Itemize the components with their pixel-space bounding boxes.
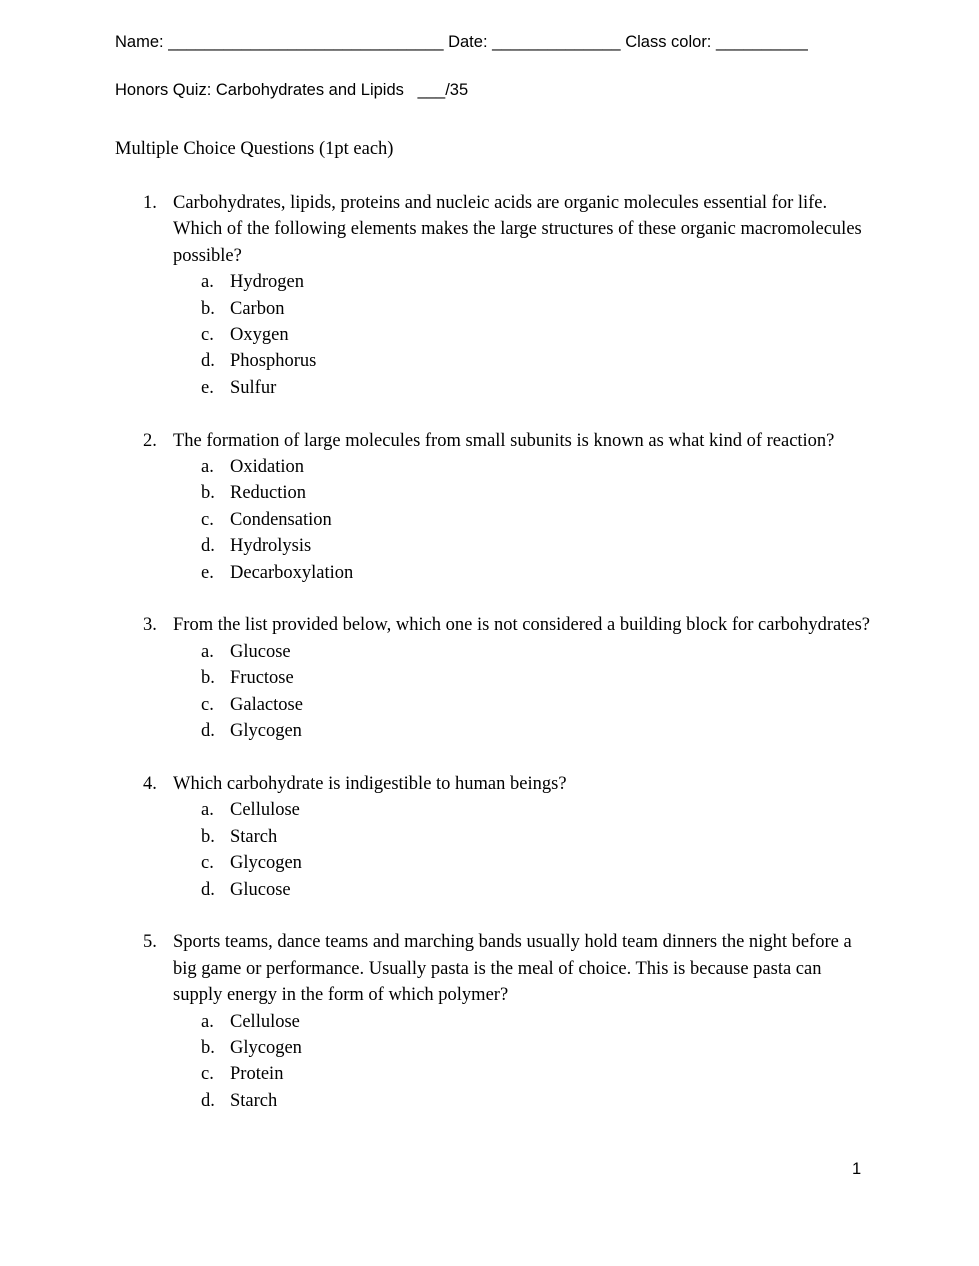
answer-option[interactable] (173, 665, 873, 691)
answer-option[interactable] (173, 1061, 873, 1087)
question-text: Which carbohydrate is indigestible to human beings? (173, 773, 567, 794)
option-text: Reduction (230, 483, 307, 504)
option-text: Starch (230, 1090, 278, 1111)
option-text: Galactose (230, 694, 303, 715)
option-text: Glycogen (230, 721, 302, 742)
answer-option[interactable] (173, 1035, 873, 1061)
option-letter: d. (201, 351, 215, 372)
answer-option[interactable] (173, 692, 873, 718)
question-number: 5. (143, 932, 157, 953)
question-5 (143, 929, 873, 1114)
option-letter: a. (201, 641, 214, 662)
answer-option[interactable] (173, 797, 873, 823)
option-letter: d. (201, 536, 215, 557)
question-1 (143, 190, 873, 401)
option-letter: c. (201, 325, 214, 346)
date-label: Date: (448, 33, 488, 51)
option-letter: c. (201, 509, 214, 530)
answer-option[interactable] (173, 718, 873, 744)
option-text: Condensation (230, 509, 332, 530)
option-letter: a. (201, 272, 214, 293)
option-letter: d. (201, 721, 215, 742)
option-text: Glycogen (230, 1037, 302, 1058)
option-text: Sulfur (230, 377, 277, 398)
question-3 (143, 612, 873, 744)
option-letter: d. (201, 879, 215, 900)
answer-option[interactable] (173, 1088, 873, 1114)
quiz-title (115, 81, 468, 100)
option-text: Hydrogen (230, 272, 304, 293)
option-text: Glucose (230, 879, 291, 900)
question-number: 4. (143, 773, 157, 794)
question-number: 1. (143, 193, 157, 213)
option-letter: d. (201, 1090, 215, 1111)
question-text: The formation of large molecules from small subunits is known as what kind of reaction? (173, 430, 835, 451)
question-2 (143, 428, 873, 586)
answer-option[interactable] (173, 533, 873, 559)
question-list (143, 190, 873, 1141)
question-4 (143, 771, 873, 903)
name-blank[interactable]: ______________________________ (168, 33, 444, 51)
answer-option[interactable] (173, 824, 873, 850)
student-info-line (115, 33, 808, 52)
option-text: Protein (230, 1064, 284, 1085)
question-text: From the list provided below, which one is not considered a building block for carbohydrates? (173, 615, 871, 636)
option-text: Glucose (230, 641, 291, 662)
answer-option[interactable] (173, 348, 873, 374)
option-letter: b. (201, 1037, 215, 1058)
answer-option[interactable] (173, 322, 873, 348)
option-text: Glycogen (230, 853, 302, 874)
answer-option[interactable] (173, 296, 873, 322)
option-letter: e. (201, 562, 214, 583)
option-letter: c. (201, 694, 214, 715)
answer-option[interactable] (173, 375, 873, 401)
date-blank[interactable]: ______________ (492, 33, 621, 51)
answer-option[interactable] (173, 507, 873, 533)
answer-option[interactable] (173, 480, 873, 506)
answer-option[interactable] (173, 560, 873, 586)
class-color-label: Class color: (625, 33, 712, 51)
option-text: Fructose (230, 668, 294, 689)
option-text: Decarboxylation (230, 562, 354, 583)
option-letter: b. (201, 668, 215, 689)
answer-option[interactable] (173, 269, 873, 295)
name-label: Name: (115, 33, 164, 51)
option-letter: a. (201, 1011, 214, 1032)
answer-option[interactable] (173, 454, 873, 480)
option-letter: a. (201, 800, 214, 821)
option-letter: c. (201, 853, 214, 874)
option-text: Hydrolysis (230, 536, 312, 557)
option-letter: a. (201, 457, 214, 478)
page-number: 1 (852, 1160, 862, 1178)
answer-option[interactable] (173, 877, 873, 903)
option-letter: e. (201, 377, 214, 398)
question-text: Carbohydrates, lipids, proteins and nucleic acids are organic molecules essential for life. Which of the following elements makes the large structures of these organic macromolecules possible? (173, 193, 862, 266)
question-number: 2. (143, 430, 157, 451)
question-text: Sports teams, dance teams and marching bands usually hold team dinners the night before a big game or performance. Usually pasta is the meal of choice. This is because pasta can supply energy in the form of which polymer? (173, 932, 852, 1006)
option-letter: c. (201, 1064, 214, 1085)
section-heading: Multiple Choice Questions (1pt each) (115, 139, 394, 159)
option-letter: b. (201, 826, 215, 847)
answer-option[interactable] (173, 850, 873, 876)
option-text: Cellulose (230, 1011, 300, 1032)
option-letter: b. (201, 298, 215, 319)
score-blank: ___/35 (417, 81, 469, 99)
answer-option[interactable] (173, 639, 873, 665)
class-color-blank[interactable]: __________ (716, 33, 808, 51)
option-text: Oxygen (230, 325, 289, 346)
option-text: Carbon (230, 298, 285, 319)
quiz-title-text: Honors Quiz: Carbohydrates and Lipids (115, 81, 404, 99)
answer-option[interactable] (173, 1009, 873, 1035)
option-text: Phosphorus (230, 351, 317, 372)
option-text: Cellulose (230, 800, 300, 821)
option-text: Starch (230, 826, 278, 847)
option-text: Oxidation (230, 457, 304, 478)
question-number: 3. (143, 615, 157, 636)
option-letter: b. (201, 483, 215, 504)
